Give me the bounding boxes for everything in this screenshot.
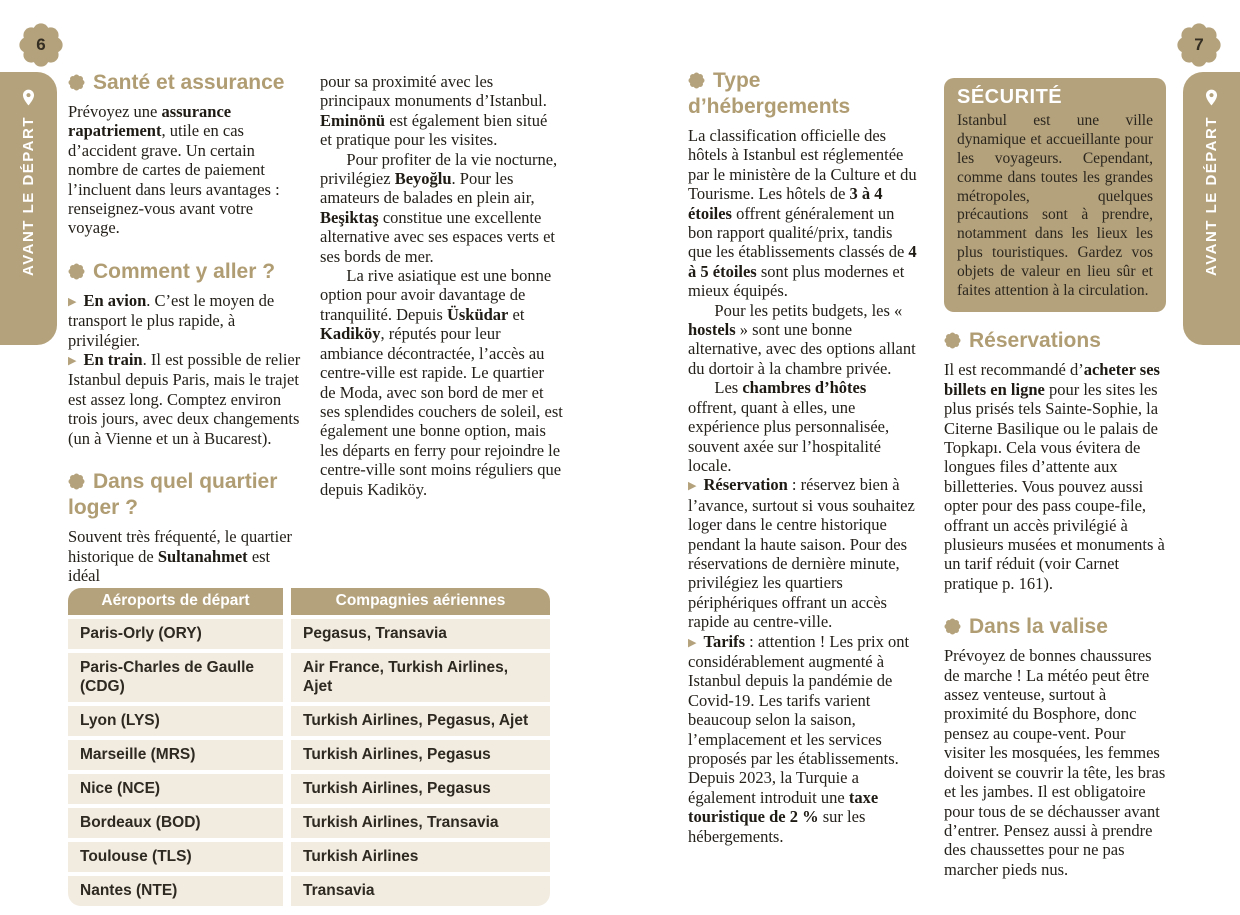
section-title-text: Comment y aller ? <box>93 259 276 283</box>
flower-bullet-icon <box>688 72 705 89</box>
page7-column1 <box>688 68 919 846</box>
section-title-text: Santé et assurance <box>93 71 285 94</box>
table-cell: Turkish Airlines, Pegasus <box>291 774 550 804</box>
table-cell: Turkish Airlines, Pegasus, Ajet <box>291 706 550 736</box>
section-title-text: Dans la valise <box>969 615 1108 639</box>
section-title <box>944 614 1166 640</box>
section-title-text: Réservations <box>969 329 1101 353</box>
paragraph: Souvent très fréquenté, le quartier historique de Sultanahmet est idéal <box>68 527 293 585</box>
page-number: 6 <box>36 35 46 54</box>
location-pin-icon <box>1202 88 1221 107</box>
section-reservations <box>944 328 1166 593</box>
chapter-tab-label: AVANT LE DÉPART <box>1203 116 1220 276</box>
flower-bullet-icon <box>944 332 961 349</box>
section-title <box>68 70 306 96</box>
section-title-text: Dans quel quartier loger ? <box>68 470 278 520</box>
paragraph: Pour les petits budgets, les « hostels » sont une bonne alternative, avec des options allant du dortoir à la chambre privée. <box>688 300 916 378</box>
page6-column1 <box>68 70 306 585</box>
flower-bullet-icon <box>68 263 85 280</box>
paragraph: Pour profiter de la vie nocturne, privilégiez Beyoğlu. Pour les amateurs de balades en plein air, Beşiktaş constitue une excellente alternative avec ses espaces verts et ses bords de mer. <box>320 149 558 266</box>
paragraph: Prévoyez de bonnes chaussures de marche ! La météo peut être assez venteuse, surtout à proximité du Bosphore, donc pensez au coupe-vent. Pour visiter les mosquées, les femmes doivent se couvrir la tête, les bras et les jambes. Il est obligatoire pour tous de se déchausser avant d’entrer. Pensez aussi à prendre des chaussettes pour ne pas marcher pieds nus. <box>944 646 1166 879</box>
paragraph: La classification officielle des hôtels à Istanbul est réglementée par le ministère de la Culture et du Tourisme. Les hôtels de 3 à 4 étoiles offrent généralement un bon rapport qualité/prix, tandis que les établissements classés de 4 à 5 étoiles sont plus modernes et mieux équipés. <box>688 126 917 301</box>
flower-bullet-icon <box>944 618 961 635</box>
section-body <box>68 527 306 585</box>
section-comment-y-aller <box>68 259 306 448</box>
table-cell: Toulouse (TLS) <box>68 842 283 872</box>
section-dans-la-valise <box>944 614 1166 879</box>
arrow-bullet-icon: ▶ <box>688 479 697 493</box>
chapter-tab-label: AVANT LE DÉPART <box>20 116 37 276</box>
quartier-loger-continued <box>320 72 563 499</box>
section-title-text: Type d’hébergements <box>688 69 851 118</box>
arrow-paragraph: ▶ En avion. C’est le moyen de transport le plus rapide, à privilégier. <box>68 290 275 350</box>
section-title <box>944 328 1166 354</box>
arrow-bullet-icon: ▶ <box>68 354 77 368</box>
arrow-paragraph: ▶ Réservation : réservez bien à l’avance, surtout si vous souhaitez loger dans le centre historique pendant la haute saison. Pour des réservations de dernière minute, privilégiez les quartiers périphériques offrant un accès rapide au centre-ville. <box>688 475 915 632</box>
paragraph: pour sa proximité avec les principaux monuments d’Istanbul. Eminönü est également bien situé et pratique pour les visites. <box>320 72 548 150</box>
section-body <box>944 646 1166 879</box>
arrow-bullet-icon: ▶ <box>68 294 77 308</box>
section-type-hebergements <box>688 68 919 846</box>
paragraph: Il est recommandé d’acheter ses billets en ligne pour les sites les plus prisés tels Sainte-Sophie, la Citerne Basilique ou le palais de Topkapı. Cela vous évitera de longues files d’attente aux billetteries. Vous pouvez aussi opter pour des pass coupe-file, offrant un accès privilégié à plusieurs musées et monuments à un tarif réduit (voir Carnet pratique p. 161). <box>944 360 1165 593</box>
callout-body: Istanbul est une ville dynamique et accueillante pour les voyageurs. Cependant, comme dans toutes les grandes métropoles, quelques précautions sont à prendre, notamment dans les lieux les plus touristiques. Gardez vos objets de valeur en lieu sûr et faites attention à la circulation. <box>957 112 1153 299</box>
table-header-cell: Compagnies aériennes <box>291 588 550 615</box>
table-cell: Nantes (NTE) <box>68 876 283 906</box>
location-pin-icon <box>19 88 38 107</box>
section-quartier-loger <box>68 469 306 585</box>
section-sante-assurance <box>68 70 306 238</box>
section-title <box>688 68 919 120</box>
table-cell: Marseille (MRS) <box>68 740 283 770</box>
section-title <box>68 259 306 285</box>
paragraph: Les chambres d’hôtes offrent, quant à elles, une expérience plus personnalisée, souvent axée sur l’hospitalité locale. <box>688 378 890 475</box>
page6-column2 <box>320 72 563 499</box>
table-cell: Nice (NCE) <box>68 774 283 804</box>
page-number-badge-right <box>1176 22 1222 68</box>
page-number: 7 <box>1194 35 1204 54</box>
arrow-bullet-icon: ▶ <box>688 635 697 649</box>
section-body <box>688 126 919 846</box>
table-cell: Turkish Airlines, Transavia <box>291 808 550 838</box>
arrow-paragraph: ▶ En train. Il est possible de relier Istanbul depuis Paris, mais le trajet est assez long. Comptez environ trois jours, avec deux changements (un à Vienne et un à Bucarest). <box>68 350 301 448</box>
page-number-badge-left <box>18 22 64 68</box>
table-cell: Paris-Charles de Gaulle (CDG) <box>68 653 283 702</box>
arrow-paragraph: ▶ Tarifs : attention ! Les prix ont considérablement augmenté à Istanbul depuis la pandémie de Covid-19. Les tarifs varient beaucoup selon la saison, l’emplacement et les services proposés par les établissements. Depuis 2023, la Turquie a également introduit une taxe touristique de 2 % sur les hébergements. <box>688 631 910 846</box>
flower-bullet-icon <box>68 473 85 490</box>
table-cell: Lyon (LYS) <box>68 706 283 736</box>
callout-title: SÉCURITÉ <box>957 86 1063 108</box>
chapter-tab-right <box>1183 72 1240 345</box>
section-title <box>68 469 306 521</box>
table-header-cell: Aéroports de départ <box>68 588 283 615</box>
paragraph: La rive asiatique est une bonne option pour avoir davantage de tranquilité. Depuis Üsküdar et Kadiköy, réputés pour leur ambiance décontractée, l’accès au centre-ville est rapide. Le quartier de Moda, avec son bord de mer et ses splendides couchers de soleil, est également une bonne option, mais les départs en ferry pour rejoindre le centre-ville sont moins réguliers que depuis Kadiköy. <box>320 266 563 499</box>
table-cell: Paris-Orly (ORY) <box>68 619 283 649</box>
section-body <box>68 291 306 448</box>
table-cell: Turkish Airlines, Pegasus <box>291 740 550 770</box>
table-cell: Pegasus, Transavia <box>291 619 550 649</box>
section-body <box>68 102 306 238</box>
paragraph: Prévoyez une assurance rapatriement, utile en cas d’accident grave. Un certain nombre de cartes de paiement l’incluent dans leurs avantages : renseignez-vous avant votre voyage. <box>68 102 280 238</box>
page7-column2 <box>944 78 1166 879</box>
securite-callout-box <box>944 78 1166 312</box>
section-body <box>944 360 1166 593</box>
airports-airlines-table <box>68 588 550 906</box>
table-cell: Turkish Airlines <box>291 842 550 872</box>
table-cell: Transavia <box>291 876 550 906</box>
chapter-tab-left <box>0 72 57 345</box>
table-cell: Air France, Turkish Airlines, Ajet <box>291 653 550 702</box>
flower-bullet-icon <box>68 74 85 91</box>
table-cell: Bordeaux (BOD) <box>68 808 283 838</box>
